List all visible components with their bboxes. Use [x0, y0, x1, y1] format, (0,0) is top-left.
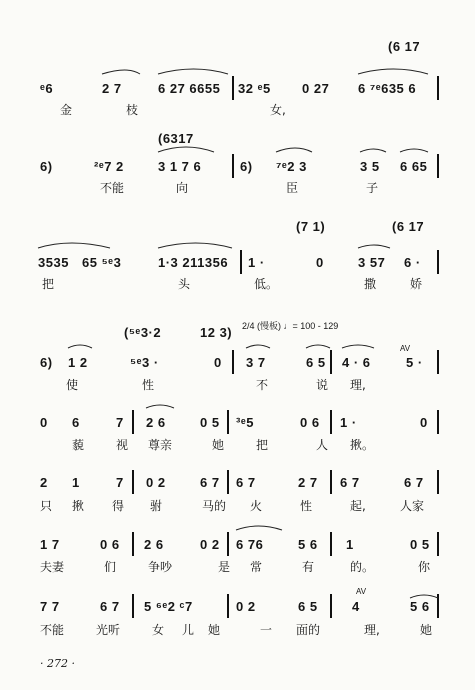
note: 2 6 [144, 537, 164, 552]
note: 3 7 [246, 355, 266, 370]
note: 0 [316, 255, 324, 270]
note: 1 [72, 475, 80, 490]
note: 0 5 [200, 415, 220, 430]
lyric: 得 [112, 499, 125, 513]
note: 0 27 [302, 81, 330, 96]
note: 3 57 [358, 255, 386, 270]
note: ᵉ6 [40, 81, 54, 96]
lyric: 火 [250, 499, 263, 513]
note: 6 7 [404, 475, 424, 490]
note: 6 65 [400, 159, 428, 174]
note: 0 6 [300, 415, 320, 430]
note: ⁵ᵉ3 · [130, 355, 159, 370]
grace-note: 12 3) [200, 325, 233, 340]
note: 6 ⁷ᵉ635 6 [358, 81, 417, 96]
lyric: 藐 [72, 438, 85, 452]
lyric: 向 [176, 181, 189, 195]
note: ²ᵉ7 2 [94, 159, 124, 174]
lyric: 争吵 [148, 560, 173, 574]
note: 3 1 7 6 [158, 159, 202, 174]
lyric: 理, [350, 378, 366, 392]
lyric: 她 [208, 623, 221, 637]
lyric: 儿 [182, 623, 195, 637]
lyric: 人 [316, 438, 329, 452]
lyric: 枝 [126, 103, 139, 117]
note: 0 [40, 415, 48, 430]
lyric: 撒 [364, 277, 377, 291]
note: 0 [420, 415, 428, 430]
grace-note: (7 1) [296, 219, 326, 234]
lyric: 头 [178, 277, 191, 291]
note: 2 7 [102, 81, 122, 96]
note: 0 2 [146, 475, 166, 490]
note: 65 ⁵ᵉ3 [82, 255, 122, 270]
lyric: 把 [256, 438, 269, 452]
note: 4 · 6 [342, 355, 371, 370]
note: 1·3 211356 [158, 255, 229, 270]
lyric: 起, [350, 499, 366, 513]
note: 6) [240, 159, 253, 174]
lyric: 夫妻 [40, 560, 65, 574]
note: 5 · [406, 355, 423, 370]
lyric: 有 [302, 560, 315, 574]
lyric: 你 [418, 560, 431, 574]
lyric: 驸 [150, 499, 163, 513]
grace-note: (6 17 [392, 219, 425, 234]
lyric: 人家 [400, 499, 425, 513]
lyric: 使 [66, 378, 79, 392]
note: 1 [346, 537, 354, 552]
lyric: 她 [420, 623, 433, 637]
lyric: 揪。 [350, 438, 375, 452]
note: 4 [352, 599, 360, 614]
lyric: 理, [364, 623, 380, 637]
note: 1 · [340, 415, 357, 430]
note: 1 7 [40, 537, 60, 552]
note: 6 7 [340, 475, 360, 490]
lyric: 臣 [286, 181, 299, 195]
note: 6 7 [100, 599, 120, 614]
note: 6 27 6655 [158, 81, 221, 96]
grace-note: (⁵ᵉ3·2 [124, 325, 162, 340]
lyric: 说 [316, 378, 329, 392]
lyric: 马的 [202, 499, 227, 513]
lyric: 的。 [350, 560, 375, 574]
note: 6) [40, 355, 53, 370]
lyric: 面的 [296, 623, 321, 637]
note: 32 ᵉ5 [238, 81, 271, 96]
note: 7 [116, 475, 124, 490]
lyric: 光听 [96, 623, 121, 637]
note: 6) [40, 159, 53, 174]
note: 7 7 [40, 599, 60, 614]
note: 1 2 [68, 355, 88, 370]
lyric: 揪 [72, 499, 85, 513]
note: 7 [116, 415, 124, 430]
lyric: 性 [300, 499, 313, 513]
lyric: 性 [142, 378, 155, 392]
lyric: 女 [152, 623, 165, 637]
lyric: 一 [260, 623, 273, 637]
note: 2 [40, 475, 48, 490]
lyric: 她 [212, 438, 225, 452]
lyric: 低。 [254, 277, 279, 291]
note: 2 7 [298, 475, 318, 490]
note: 6 76 [236, 537, 264, 552]
note: ³ᵉ5 [236, 415, 254, 430]
lyric: 不 [256, 378, 269, 392]
lyric: 娇 [410, 277, 423, 291]
note: 6 7 [236, 475, 256, 490]
note: 1 · [248, 255, 265, 270]
note: 6 [72, 415, 80, 430]
note: 2 6 [146, 415, 166, 430]
note: 6 5 [298, 599, 318, 614]
note: 5 6 [298, 537, 318, 552]
note: 3 5 [360, 159, 380, 174]
note: 6 5 [306, 355, 326, 370]
lyric: 是 [218, 560, 231, 574]
note: 0 2 [236, 599, 256, 614]
grace-note: (6 17 [388, 39, 421, 54]
note: 5 6 [410, 599, 430, 614]
lyric: 尊亲 [148, 438, 173, 452]
ornament-mark: AV [400, 344, 411, 353]
ornament-mark: AV [356, 587, 367, 596]
grace-note: (6317 [158, 131, 194, 146]
note: ⁷ᵉ2 3 [276, 159, 307, 174]
lyric: 们 [104, 560, 117, 574]
lyric: 视 [116, 438, 129, 452]
tempo-marking: 2/4 (慢板) ♩= 100 - 129 [242, 321, 339, 331]
note: 0 6 [100, 537, 120, 552]
lyric: 把 [42, 277, 55, 291]
page-number: · 272 · [40, 657, 75, 670]
note: 0 2 [200, 537, 220, 552]
note: 3535 [38, 255, 69, 270]
lyric: 常 [250, 560, 263, 574]
lyric: 女, [270, 103, 286, 117]
lyric: 不能 [100, 181, 125, 195]
lyric: 只 [40, 499, 53, 513]
note: 6 · [404, 255, 421, 270]
note: 5 ⁶ᵉ2 ᶜ7 [144, 599, 193, 614]
lyric: 子 [366, 181, 379, 195]
note: 6 7 [200, 475, 220, 490]
note: 0 [214, 355, 222, 370]
note: 0 5 [410, 537, 430, 552]
lyric: 金 [60, 103, 73, 117]
lyric: 不能 [40, 623, 65, 637]
